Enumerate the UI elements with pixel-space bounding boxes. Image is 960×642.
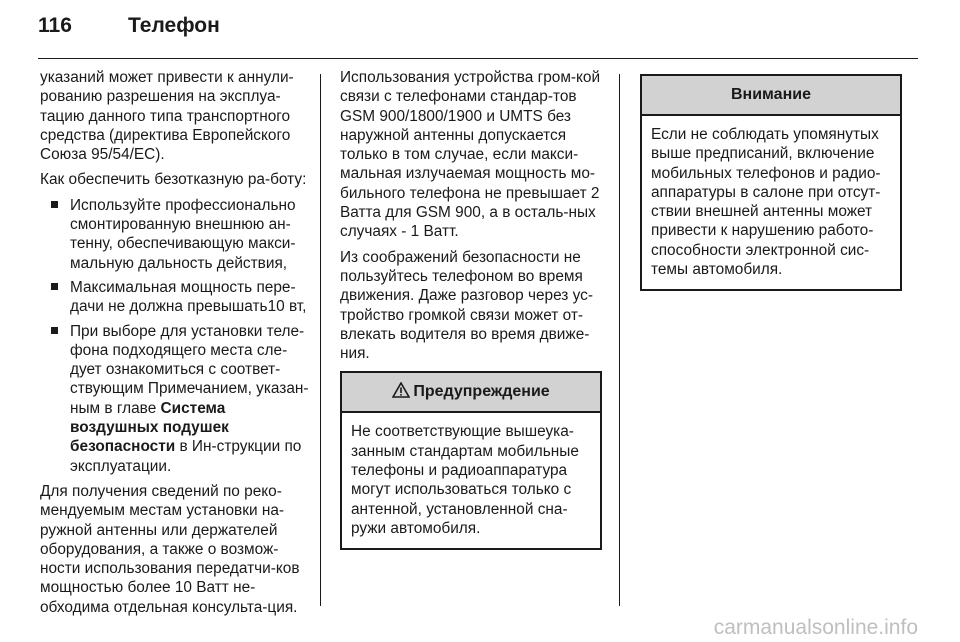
bullet-list [40, 196, 310, 476]
list-item [40, 278, 310, 317]
caution-box-title: Внимание [642, 76, 900, 116]
paragraph: Как обеспечить безотказную ра-боту: [40, 171, 307, 189]
caution-box [640, 74, 902, 291]
warning-box [340, 371, 602, 550]
square-bullet-icon [51, 283, 58, 290]
caution-box-body: Если не соблюдать упомянутых выше предписаний, включение мобильных телефонов и радио-аппаратуры в салоне при отсут-ствии внешней антенны может привести к нарушению работо-способности электронной сис-темы автомобиля. [651, 126, 881, 279]
page-number: 116 [38, 14, 72, 37]
list-item-text: Используйте профессионально смонтированную внешнюю ан-тенну, обеспечивающую макси-мальную дальность действия, [70, 196, 296, 272]
paragraph: Использования устройства гром-кой связи с телефонами стандар-тов GSM 900/1800/1900 и UMTS без наружной антенны допускается только в том случае, если макси-мальная излучаемая мощность мо-бильного телефона не превышает 2 Ватта для GSM 900, а в осталь-ных случаях - 1 Ватт. [340, 69, 601, 241]
paragraph: указаний может привести к аннули-рованию разрешения на эксплуа-тацию данного типа транспортного средства (директива Европейского Союза 95/54/EC). [40, 69, 294, 164]
column-3 [640, 68, 902, 291]
warning-title-text: Предупреждение [413, 383, 550, 401]
column-1 [40, 68, 310, 623]
list-item [40, 196, 310, 273]
square-bullet-icon [51, 201, 58, 208]
paragraph: Из соображений безопасности не пользуйтесь телефоном во время движения. Даже разговор через ус-тройство громкой связи может от-влекать водителя во время движе-ния. [340, 248, 593, 363]
column-2 [340, 68, 602, 550]
column-divider-1 [320, 74, 321, 606]
list-item-text: Максимальная мощность пере-дачи не должна превышать10 вт, [70, 278, 307, 316]
header-divider [38, 58, 918, 59]
chapter-title: Телефон [128, 14, 220, 37]
column-divider-2 [619, 74, 620, 606]
page-header [38, 14, 920, 50]
list-item-text: При выборе для установки теле-фона подходящего места сле-дует ознакомиться с соответ-ствующим Примечанием, указан-ным в главе [70, 322, 309, 417]
warning-box-body: Не соответствующие вышеука-занным стандартам мобильные телефоны и радиоаппаратура могут использоваться только с антенной, установленной сна-ружи автомобиля. [351, 423, 579, 537]
warning-box-title [342, 373, 600, 413]
paragraph: Для получения сведений по реко-мендуемым местам установки на-ружной антенны или держателей оборудования, а также о возмож-ности использования передатчи-ков мощностью более 10 Ватт не-обходима отдельная консульта-ция. [40, 482, 300, 616]
watermark: carmanualsonline.info [713, 616, 918, 639]
list-item-text: в Ин-струкции по эксплуатации. [70, 438, 302, 475]
warning-triangle-icon [392, 382, 410, 398]
list-item [40, 322, 310, 476]
cross-reference: Система воздушных подушек безопасности [70, 399, 229, 456]
square-bullet-icon [51, 327, 58, 334]
